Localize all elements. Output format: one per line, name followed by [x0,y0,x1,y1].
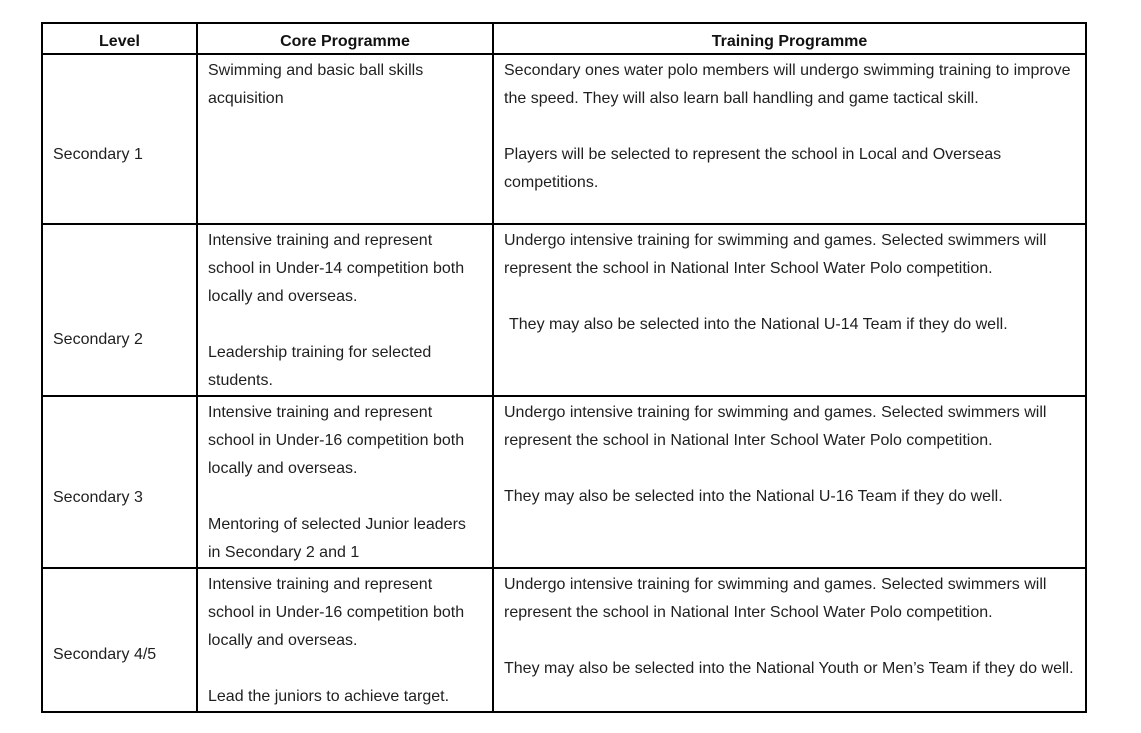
training-paragraph: Undergo intensive training for swimming and games. Selected swimmers will represent the school in National Inter School Water Polo competition. [504,576,1047,621]
header-core-programme: Core Programme [197,23,493,54]
training-paragraph: Players will be selected to represent the school in Local and Overseas competitions. [504,146,1002,191]
training-paragraph: Undergo intensive training for swimming and games. Selected swimmers will represent the school in National Inter School Water Polo competition. [504,404,1047,449]
core-cell [197,54,493,224]
core-paragraph: Lead the juniors to achieve target. [208,688,450,705]
training-paragraph: Undergo intensive training for swimming and games. Selected swimmers will represent the school in National Inter School Water Polo competition. [504,232,1047,277]
header-level: Level [42,23,197,54]
core-paragraph: Intensive training and represent school in Under-16 competition both locally and overseas. [208,576,465,649]
table-row [42,568,1086,712]
level-cell: Secondary 4/5 [42,568,197,712]
training-paragraph: They may also be selected into the National U-14 Team if they do well. [509,316,1008,333]
core-paragraph: Leadership training for selected students. [208,344,432,389]
header-row [42,23,1086,54]
core-paragraph: Swimming and basic ball skills acquisition [208,62,424,107]
table-row [42,54,1086,224]
level-cell: Secondary 2 [42,224,197,396]
training-paragraph: They may also be selected into the National U-16 Team if they do well. [504,488,1003,505]
core-paragraph: Intensive training and represent school in Under-14 competition both locally and overseas. [208,232,465,305]
training-cell [493,568,1086,712]
table-row [42,396,1086,568]
training-paragraph: Secondary ones water polo members will undergo swimming training to improve the speed. They will also learn ball handling and game tactical skill. [504,62,1071,107]
training-cell [493,224,1086,396]
core-paragraph: Intensive training and represent school in Under-16 competition both locally and overseas. [208,404,465,477]
training-paragraph: They may also be selected into the National Youth or Men’s Team if they do well. [504,660,1074,677]
programme-table [41,22,1087,713]
table-row [42,224,1086,396]
header-training-programme: Training Programme [493,23,1086,54]
training-cell [493,396,1086,568]
core-cell [197,396,493,568]
level-cell: Secondary 1 [42,54,197,224]
core-cell [197,568,493,712]
level-cell: Secondary 3 [42,396,197,568]
core-paragraph: Mentoring of selected Junior leaders in Secondary 2 and 1 [208,516,466,561]
core-cell [197,224,493,396]
training-cell [493,54,1086,224]
